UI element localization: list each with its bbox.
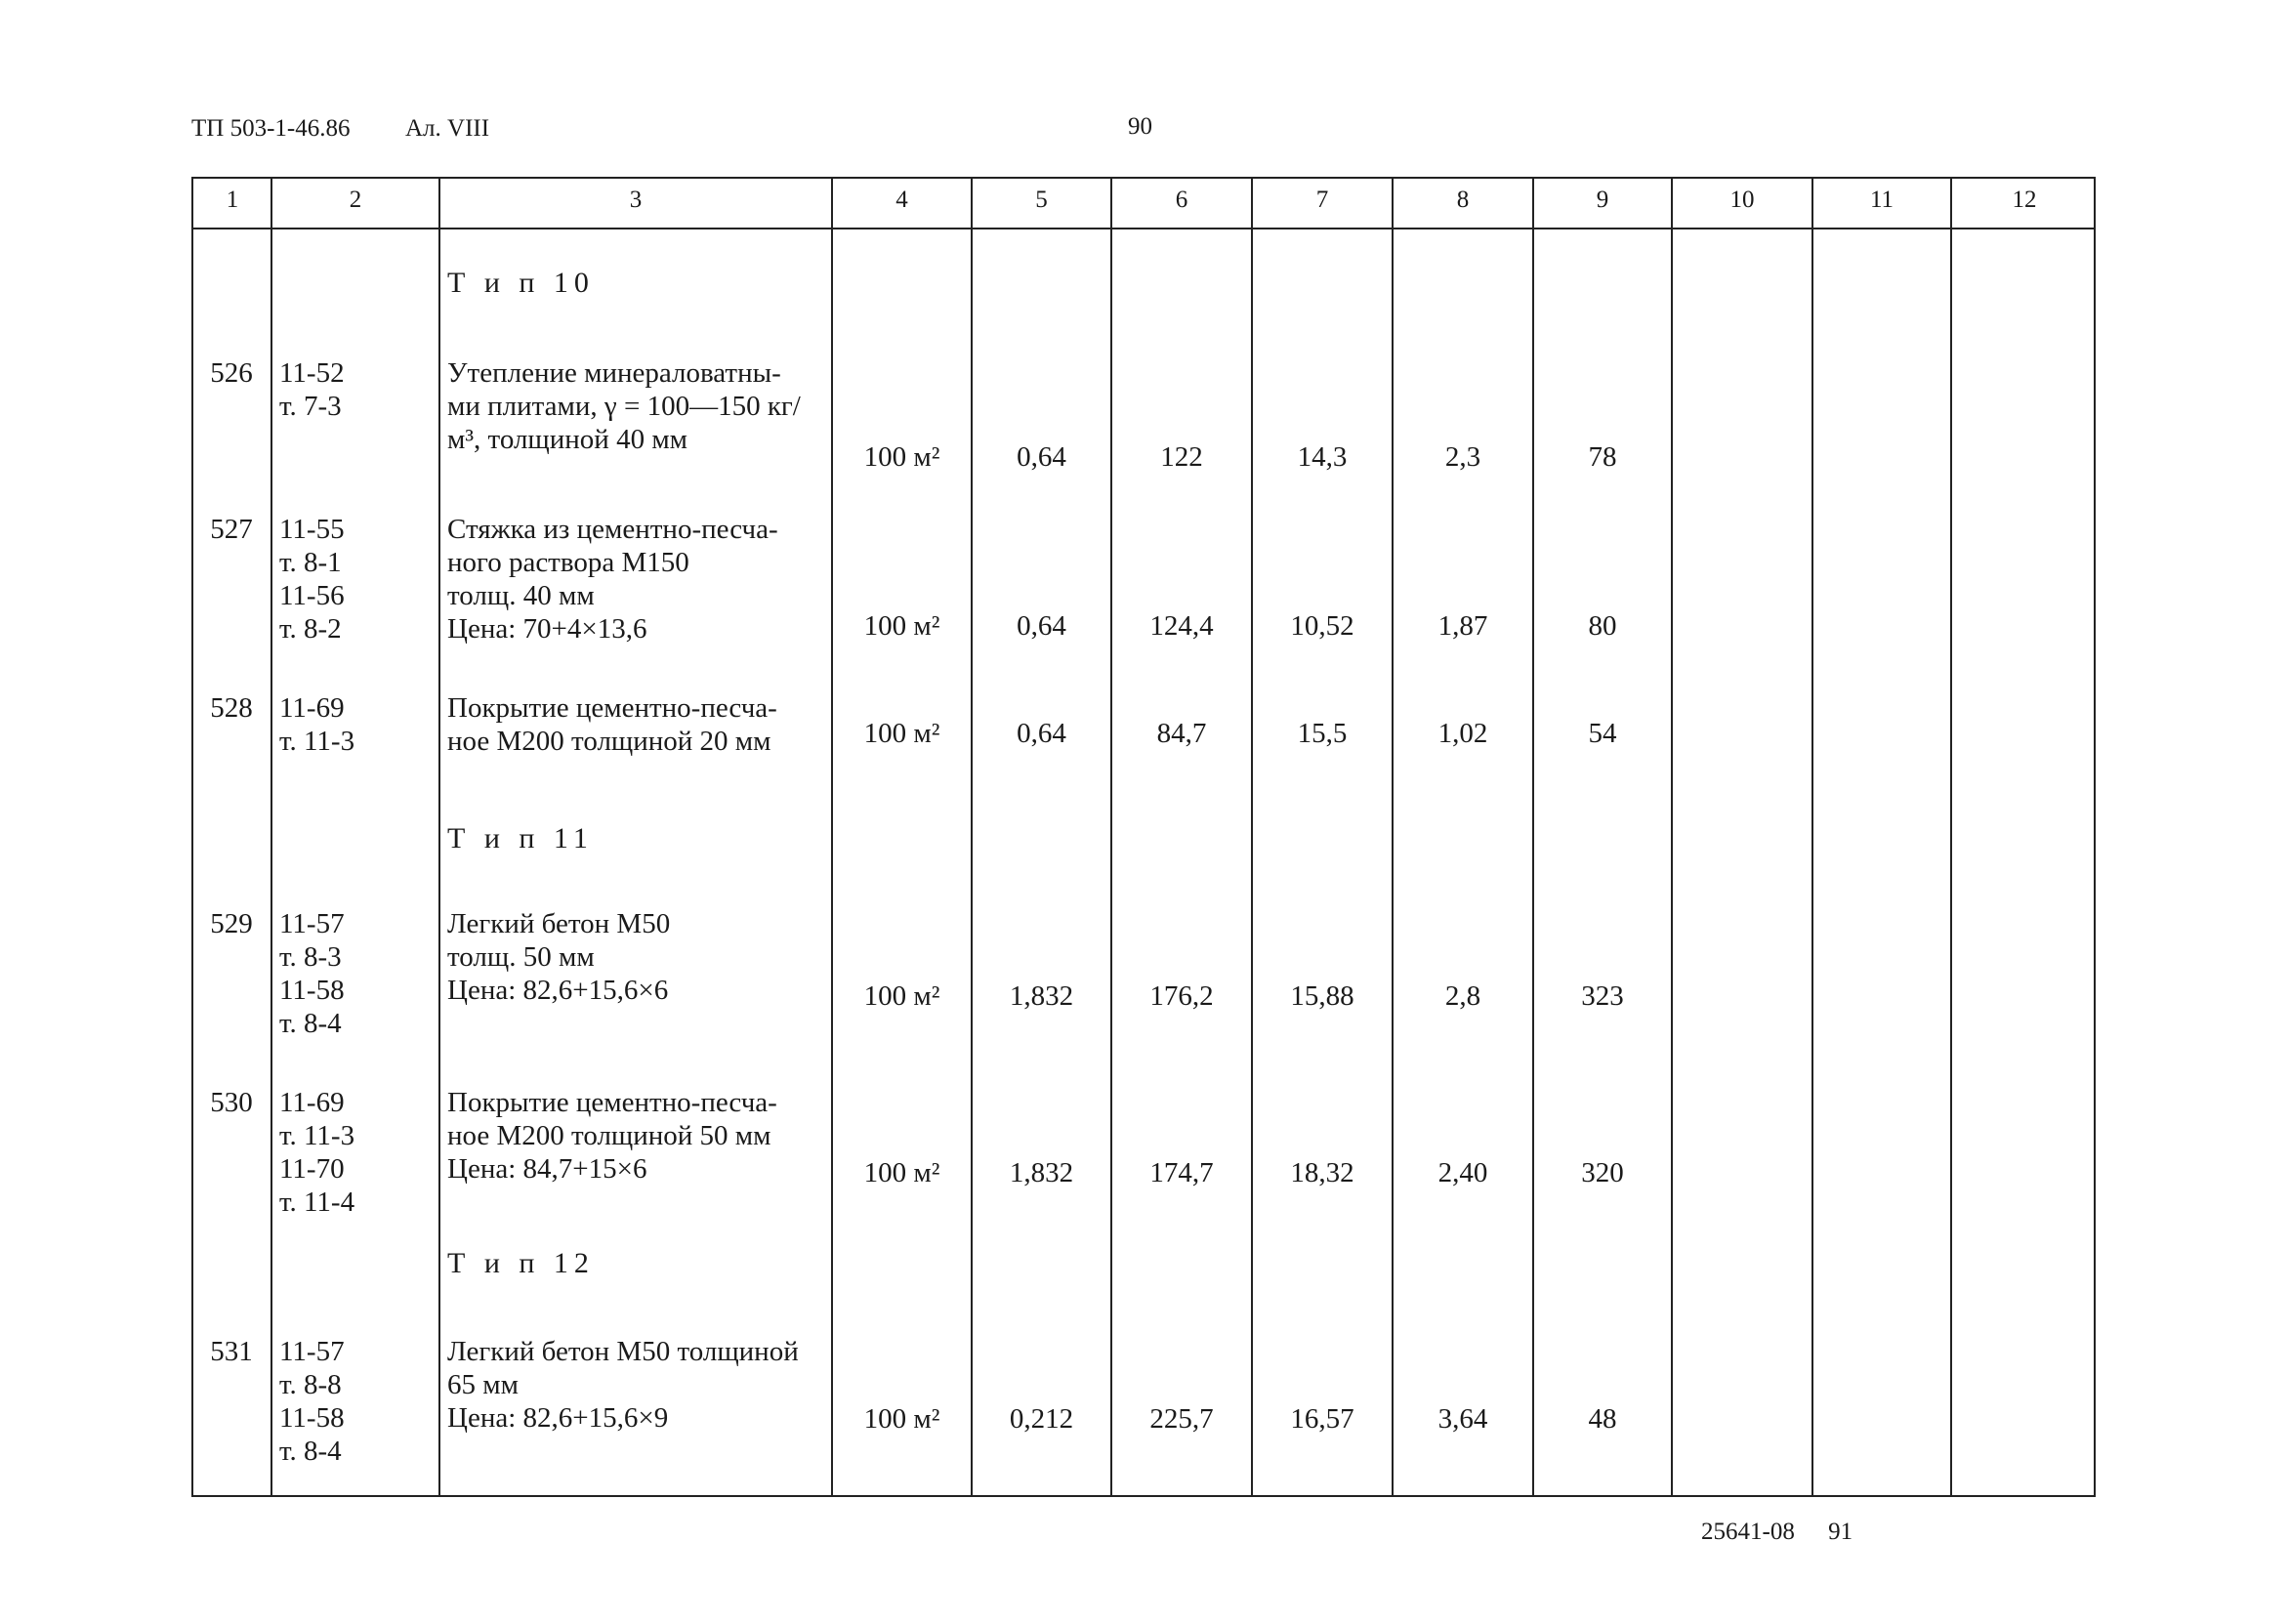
estimate-table — [191, 177, 2096, 1497]
row-description: ного раствора М150 — [447, 547, 689, 578]
row-total: 80 — [1588, 610, 1617, 642]
row-reference: 11-52 — [279, 357, 345, 389]
row-machine-cost: 1,02 — [1437, 718, 1488, 749]
row-description: ное М200 толщиной 20 мм — [447, 726, 771, 757]
column-number: 3 — [629, 187, 643, 213]
row-wages: 10,52 — [1290, 610, 1354, 642]
row-total: 78 — [1588, 441, 1617, 473]
column-divider — [1251, 179, 1253, 1495]
row-reference: т. 7-3 — [279, 391, 342, 422]
row-quantity: 0,64 — [1017, 718, 1066, 749]
column-divider — [1110, 179, 1112, 1495]
row-reference: т. 8-4 — [279, 1436, 342, 1467]
row-reference: т. 11-3 — [279, 1120, 355, 1151]
row-number: 526 — [210, 357, 253, 389]
row-reference: т. 8-4 — [279, 1008, 342, 1039]
page-number: 90 — [1128, 113, 1152, 140]
column-divider — [1811, 179, 1813, 1495]
row-description: Легкий бетон М50 — [447, 908, 671, 939]
row-number: 531 — [210, 1336, 253, 1367]
column-number: 5 — [1035, 187, 1048, 213]
row-unit: 100 м² — [863, 1403, 940, 1435]
row-total: 323 — [1581, 980, 1624, 1012]
row-number: 527 — [210, 514, 253, 545]
row-quantity: 1,832 — [1009, 1157, 1074, 1188]
footer-page: 91 — [1828, 1519, 1853, 1545]
row-wages: 15,5 — [1297, 718, 1348, 749]
row-description: м³, толщиной 40 мм — [447, 424, 688, 455]
row-reference: т. 11-4 — [279, 1187, 355, 1218]
row-reference: 11-69 — [279, 692, 345, 724]
row-total: 48 — [1588, 1403, 1617, 1435]
row-reference: т. 8-1 — [279, 547, 342, 578]
column-number: 4 — [895, 187, 908, 213]
row-reference: 11-56 — [279, 580, 345, 611]
row-reference: 11-57 — [279, 908, 345, 939]
column-number: 9 — [1596, 187, 1609, 213]
row-reference: 11-58 — [279, 975, 345, 1006]
row-wages: 15,88 — [1290, 980, 1354, 1012]
row-reference: 11-58 — [279, 1402, 345, 1434]
section-title: Т и п 11 — [447, 822, 594, 854]
column-divider — [438, 179, 440, 1495]
row-reference: 11-70 — [279, 1153, 345, 1185]
column-number: 7 — [1315, 187, 1329, 213]
column-number: 12 — [2012, 187, 2037, 213]
row-number: 530 — [210, 1087, 253, 1118]
column-divider — [1392, 179, 1394, 1495]
row-unit: 100 м² — [863, 980, 940, 1012]
row-description: Стяжка из цементно-песча- — [447, 514, 778, 545]
row-machine-cost: 1,87 — [1437, 610, 1488, 642]
footer-code: 25641-08 — [1701, 1519, 1795, 1545]
row-description: Утепление минераловатны- — [447, 357, 781, 389]
row-cost: 122 — [1160, 441, 1203, 473]
row-reference: 11-55 — [279, 514, 345, 545]
row-reference: т. 11-3 — [279, 726, 355, 757]
row-wages: 18,32 — [1290, 1157, 1354, 1188]
column-number: 8 — [1456, 187, 1470, 213]
row-wages: 16,57 — [1290, 1403, 1354, 1435]
column-number: 1 — [226, 187, 239, 213]
row-unit: 100 м² — [863, 718, 940, 749]
column-divider — [831, 179, 833, 1495]
document-code: ТП 503-1-46.86 — [191, 115, 351, 142]
row-number: 528 — [210, 692, 253, 724]
row-cost: 225,7 — [1149, 1403, 1214, 1435]
column-divider — [271, 179, 272, 1495]
row-reference: т. 8-3 — [279, 941, 342, 973]
column-number: 6 — [1175, 187, 1188, 213]
row-description: Цена: 82,6+15,6×6 — [447, 975, 669, 1006]
row-cost: 176,2 — [1149, 980, 1214, 1012]
row-total: 320 — [1581, 1157, 1624, 1188]
row-reference: 11-57 — [279, 1336, 345, 1367]
row-reference: т. 8-2 — [279, 613, 342, 645]
row-reference: 11-69 — [279, 1087, 345, 1118]
row-reference: т. 8-8 — [279, 1369, 342, 1400]
row-quantity: 0,212 — [1009, 1403, 1074, 1435]
row-cost: 124,4 — [1149, 610, 1214, 642]
row-description: Цена: 82,6+15,6×9 — [447, 1402, 669, 1434]
section-title: Т и п 10 — [447, 267, 595, 299]
column-divider — [1950, 179, 1952, 1495]
row-machine-cost: 2,8 — [1444, 980, 1481, 1012]
row-quantity: 0,64 — [1017, 610, 1066, 642]
column-number: 2 — [349, 187, 362, 213]
row-cost: 84,7 — [1156, 718, 1207, 749]
column-divider — [1532, 179, 1534, 1495]
row-description: Цена: 70+4×13,6 — [447, 613, 647, 645]
row-description: Покрытие цементно-песча- — [447, 1087, 777, 1118]
column-divider — [1671, 179, 1673, 1495]
album-label: Ал. VIII — [405, 115, 490, 142]
row-unit: 100 м² — [863, 441, 940, 473]
row-cost: 174,7 — [1149, 1157, 1214, 1188]
column-number: 10 — [1729, 187, 1755, 213]
row-total: 54 — [1588, 718, 1617, 749]
row-unit: 100 м² — [863, 1157, 940, 1188]
row-quantity: 1,832 — [1009, 980, 1074, 1012]
row-number: 529 — [210, 908, 253, 939]
row-description: толщ. 50 мм — [447, 941, 595, 973]
footer — [1701, 1519, 1853, 1546]
section-title: Т и п 12 — [447, 1247, 595, 1279]
row-description: Цена: 84,7+15×6 — [447, 1153, 647, 1185]
row-description: ное М200 толщиной 50 мм — [447, 1120, 771, 1151]
row-description: 65 мм — [447, 1369, 519, 1400]
row-wages: 14,3 — [1297, 441, 1348, 473]
column-divider — [971, 179, 973, 1495]
header-rule — [193, 228, 2094, 229]
row-description: Покрытие цементно-песча- — [447, 692, 777, 724]
column-number: 11 — [1869, 187, 1894, 213]
row-description: Легкий бетон М50 толщиной — [447, 1336, 799, 1367]
row-description: толщ. 40 мм — [447, 580, 595, 611]
row-quantity: 0,64 — [1017, 441, 1066, 473]
row-machine-cost: 2,40 — [1437, 1157, 1488, 1188]
row-machine-cost: 3,64 — [1437, 1403, 1488, 1435]
row-description: ми плитами, γ = 100—150 кг/ — [447, 391, 801, 422]
row-machine-cost: 2,3 — [1444, 441, 1481, 473]
row-unit: 100 м² — [863, 610, 940, 642]
